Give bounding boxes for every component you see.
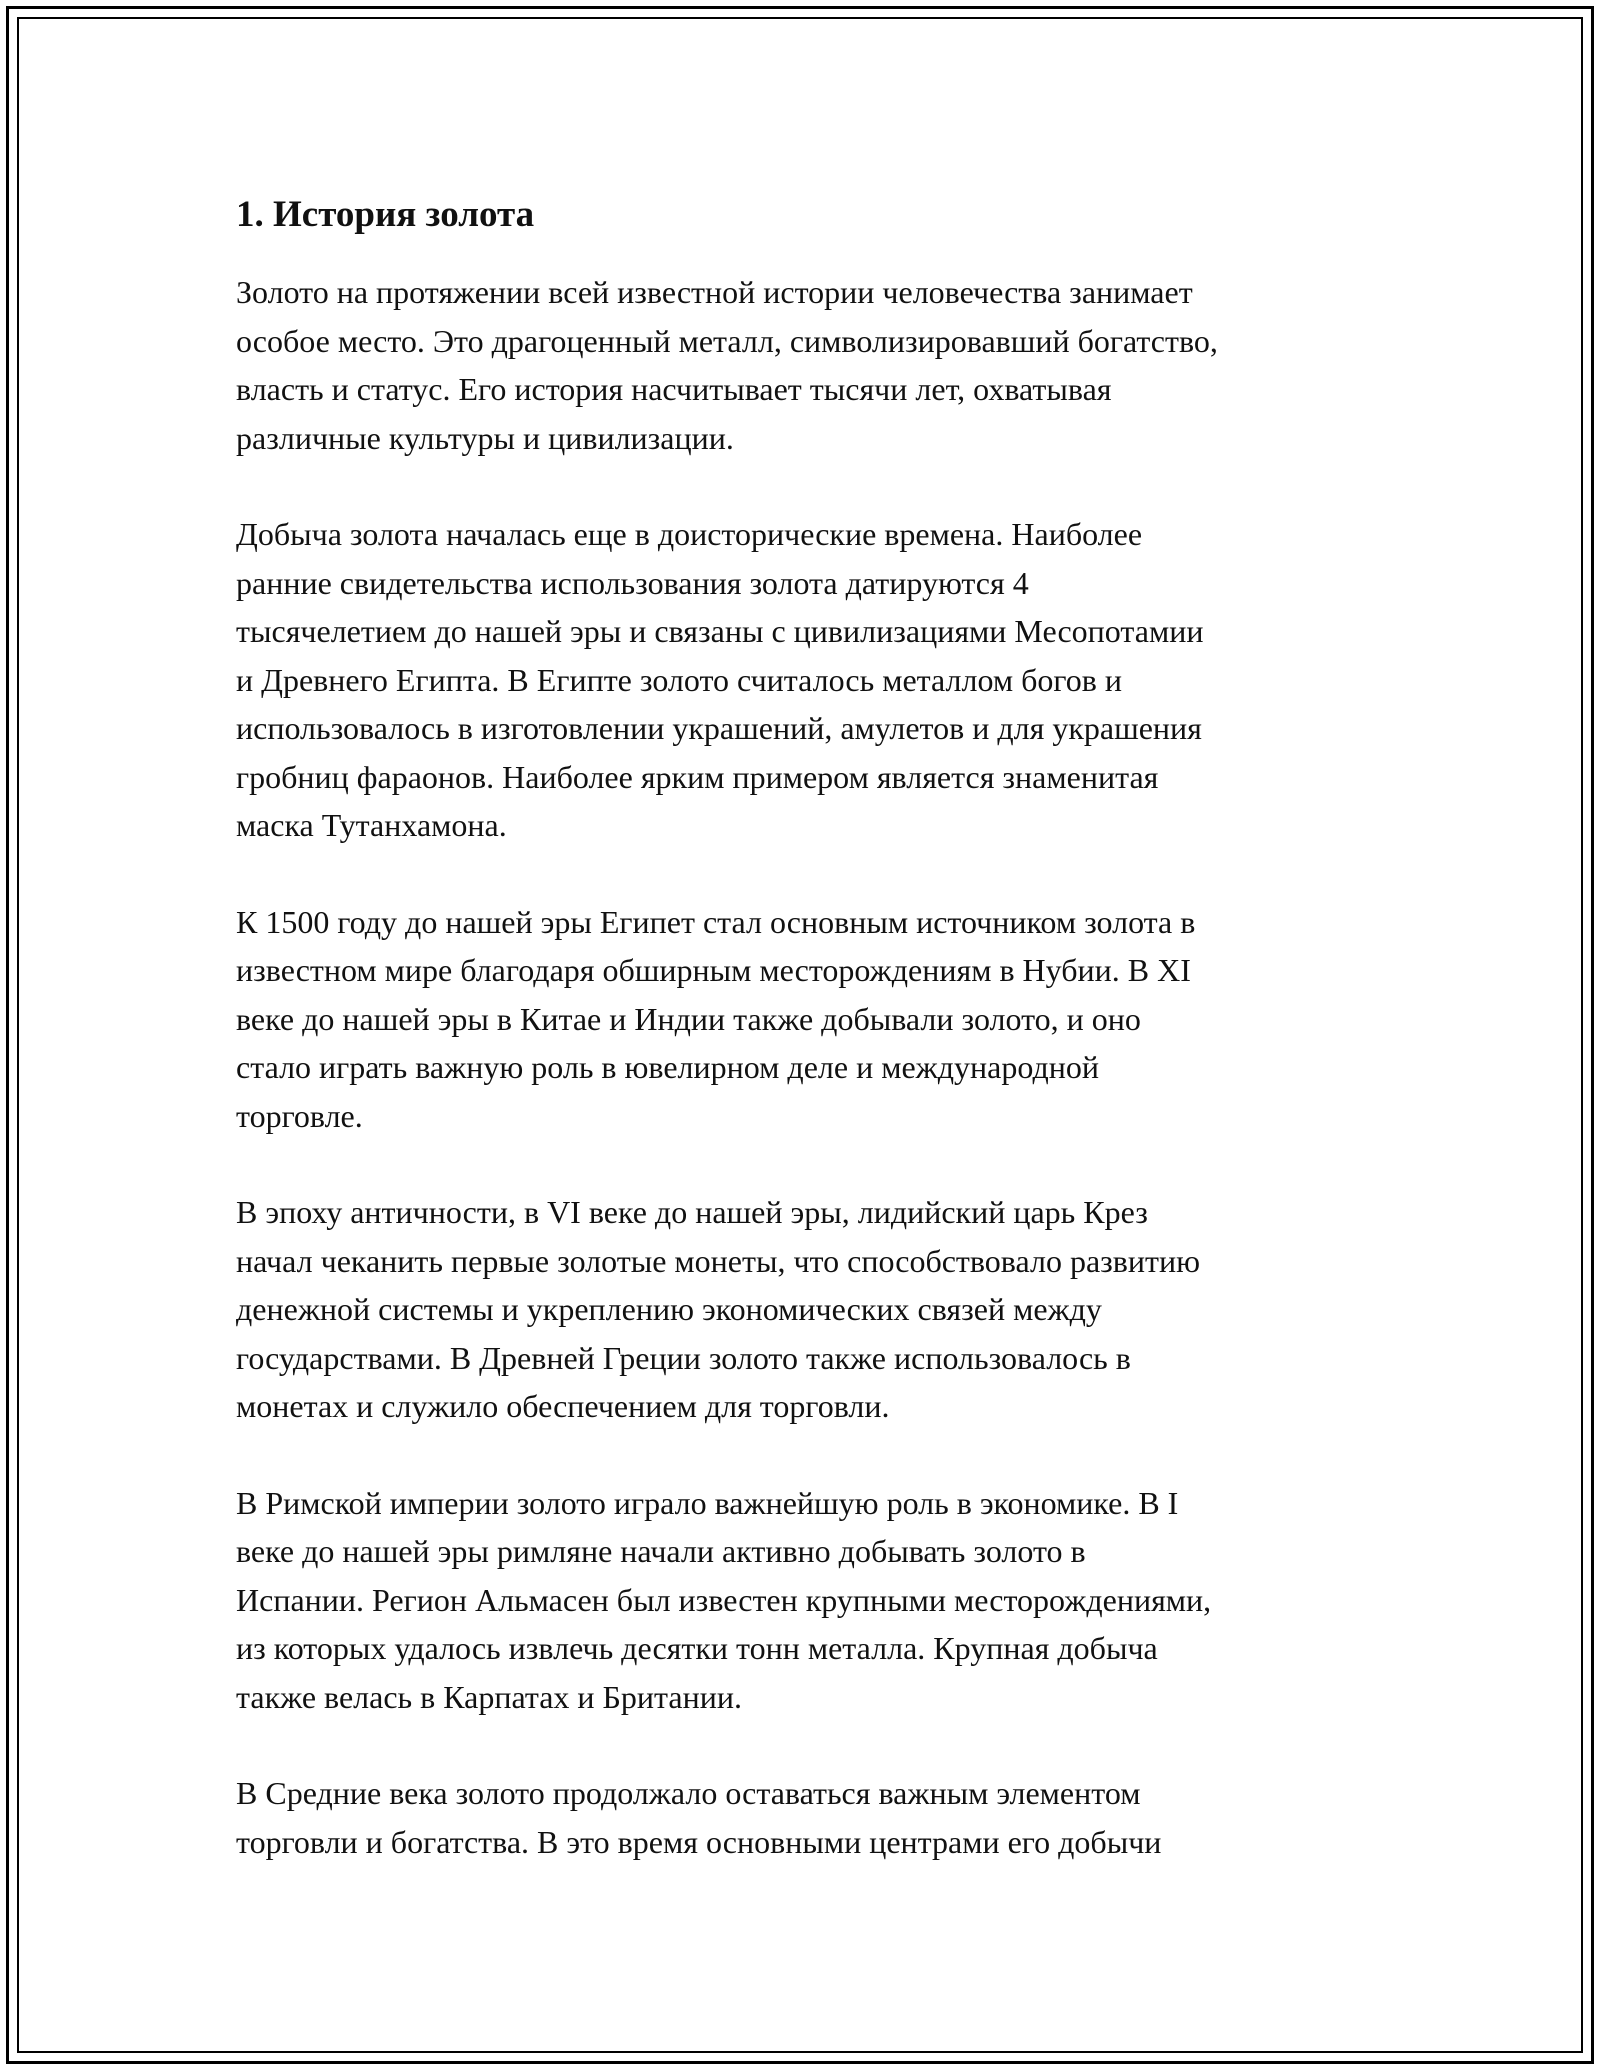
paragraph-line: веке до нашей эры римляне начали активно добывать золото в (236, 1533, 1086, 1569)
paragraph (236, 268, 1386, 462)
paragraph-line: тысячелетием до нашей эры и связаны с цивилизациями Месопотамии (236, 613, 1204, 649)
paragraph-line: стало играть важную роль в ювелирном деле и международной (236, 1049, 1099, 1085)
paragraph-line: известном мире благодаря обширным месторождениям в Нубии. В XI (236, 952, 1191, 988)
paragraph-line: из которых удалось извлечь десятки тонн металла. Крупная добыча (236, 1630, 1158, 1666)
paragraph-line: также велась в Карпатах и Британии. (236, 1678, 742, 1715)
paragraph-line: торговли и богатства. В это время основными центрами его добычи (236, 1823, 1162, 1860)
document-body (236, 186, 1386, 1914)
paragraph (236, 1479, 1386, 1722)
paragraph-line: торговле. (236, 1097, 363, 1134)
paragraph-line: гробниц фараонов. Наиболее ярким примером является знаменитая (236, 758, 1159, 795)
paragraph-line: Добыча золота началась еще в доисторические времена. Наиболее (236, 516, 1143, 552)
paragraph-line: К 1500 году до нашей эры Египет стал основным источником золота в (236, 903, 1196, 940)
paragraph-line: В Римской империи золото играло важнейшую роль в экономике. В I (236, 1484, 1179, 1521)
paragraph-line: государствами. В Древней Греции золото также использовалось в (236, 1339, 1131, 1376)
paragraph-line: особое место. Это драгоценный металл, символизировавший богатство, (236, 322, 1218, 359)
paragraph-line: власть и статус. Его история насчитывает тысячи лет, охватывая (236, 371, 1112, 407)
paragraph (236, 510, 1386, 850)
paragraph (236, 1188, 1386, 1431)
paragraph (236, 1769, 1386, 1866)
paragraph-list (236, 268, 1386, 1866)
paragraph-line: Испании. Регион Альмасен был известен крупными месторождениями, (236, 1581, 1212, 1618)
paragraph-line: монетах и служило обеспечением для торговли. (236, 1388, 890, 1424)
paragraph (236, 898, 1386, 1141)
paragraph-line: ранние свидетельства использования золота датируются 4 (236, 564, 1029, 601)
paragraph-line: В эпоху античности, в VI веке до нашей эры, лидийский царь Крез (236, 1194, 1148, 1230)
paragraph-line: Золото на протяжении всей известной истории человечества занимает (236, 274, 1193, 310)
paragraph-line: В Средние века золото продолжало оставаться важным элементом (236, 1775, 1141, 1811)
paragraph-line: веке до нашей эры в Китае и Индии также добывали золото, и оно (236, 1000, 1141, 1037)
paragraph-line: маска Тутанхамона. (236, 807, 507, 843)
paragraph-line: начал чеканить первые золотые монеты, что способствовало развитию (236, 1242, 1201, 1279)
paragraph-line: различные культуры и цивилизации. (236, 419, 734, 456)
paragraph-line: и Древнего Египта. В Египте золото считалось металлом богов и (236, 661, 1122, 698)
paragraph-line: использовалось в изготовлении украшений, амулетов и для украшения (236, 710, 1202, 746)
section-heading: 1. История золота (236, 194, 535, 235)
paragraph-line: денежной системы и укреплению экономических связей между (236, 1291, 1102, 1327)
